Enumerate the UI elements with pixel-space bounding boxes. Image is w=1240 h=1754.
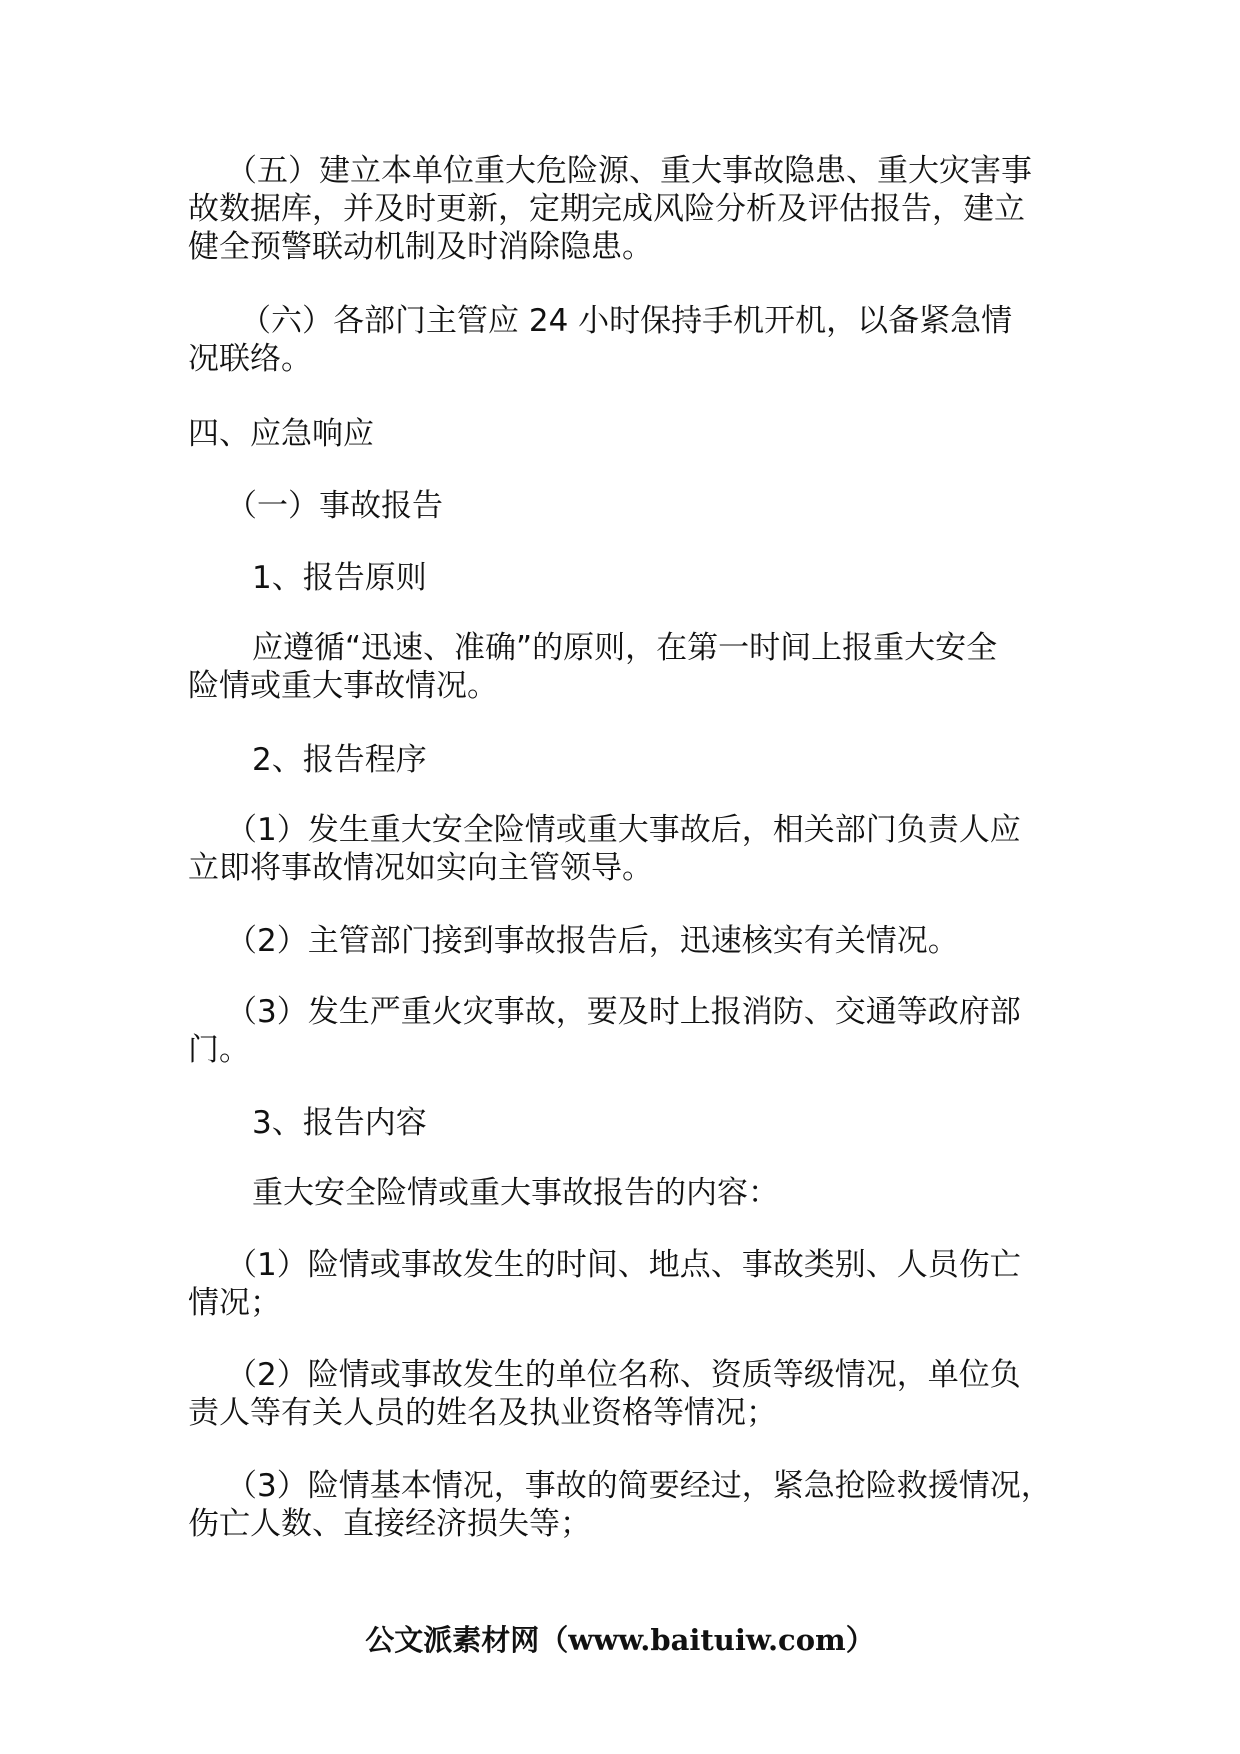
paragraph-line: 重大安全险情或重大事故报告的内容： (252, 1175, 779, 1211)
item-heading: 3、报告内容 (252, 1105, 427, 1141)
item-report-content (188, 1104, 1068, 1142)
paragraph-line: 责人等有关人员的姓名及执业资格等情况； (188, 1395, 777, 1431)
paragraph-line: 险情或重大事故情况。 (188, 668, 498, 704)
subheading-accident-report (188, 487, 1068, 525)
paragraph-line: （六）各部门主管应 24 小时保持手机开机，以备紧急情 (240, 303, 1013, 339)
paragraph-line: 伤亡人数、直接经济损失等； (188, 1506, 591, 1542)
paragraph-line: （2）险情或事故发生的单位名称、资质等级情况，单位负 (226, 1357, 1021, 1393)
paragraph-report-content-intro (188, 1174, 1068, 1212)
item-report-procedure (188, 741, 1068, 779)
paragraph-6-phone-standby (188, 302, 1068, 378)
paragraph-line: （3）险情基本情况，事故的简要经过，紧急抢险救援情况， (226, 1468, 1052, 1504)
content-item-2 (188, 1356, 1068, 1432)
section-heading-emergency-response (188, 415, 1068, 453)
section-heading: 四、应急响应 (188, 416, 374, 452)
paragraph-line: 故数据库，并及时更新，定期完成风险分析及评估报告，建立 (188, 191, 1025, 227)
paragraph-line: 门。 (188, 1032, 250, 1068)
paragraph-line: （五）建立本单位重大危险源、重大事故隐患、重大灾害事 (226, 153, 1032, 189)
paragraph-line: （1）险情或事故发生的时间、地点、事故类别、人员伤亡 (226, 1247, 1021, 1283)
item-heading: 2、报告程序 (252, 742, 427, 778)
paragraph-line: 况联络。 (188, 341, 312, 377)
procedure-step-1 (188, 811, 1068, 887)
content-item-3 (188, 1467, 1068, 1543)
paragraph-5-risk-database (188, 152, 1068, 266)
item-report-principle (188, 559, 1068, 597)
paragraph-line: 健全预警联动机制及时消除隐患。 (188, 229, 653, 265)
paragraph-line: （1）发生重大安全险情或重大事故后，相关部门负责人应 (226, 812, 1021, 848)
paragraph-line: 立即将事故情况如实向主管领导。 (188, 850, 653, 886)
procedure-step-2 (188, 922, 1068, 960)
footer-watermark: 公文派素材网（www.baituiw.com） (365, 1623, 875, 1657)
content-item-1 (188, 1246, 1068, 1322)
item-heading: 1、报告原则 (252, 560, 427, 596)
paragraph-report-principle (188, 629, 1068, 705)
paragraph-line: （2）主管部门接到事故报告后，迅速核实有关情况。 (226, 923, 959, 959)
procedure-step-3 (188, 993, 1068, 1069)
paragraph-line: 情况； (188, 1285, 281, 1321)
subheading: （一）事故报告 (226, 488, 443, 524)
paragraph-line: 应遵循“迅速、准确”的原则，在第一时间上报重大安全 (252, 630, 998, 666)
paragraph-line: （3）发生严重火灾事故，要及时上报消防、交通等政府部 (226, 994, 1021, 1030)
